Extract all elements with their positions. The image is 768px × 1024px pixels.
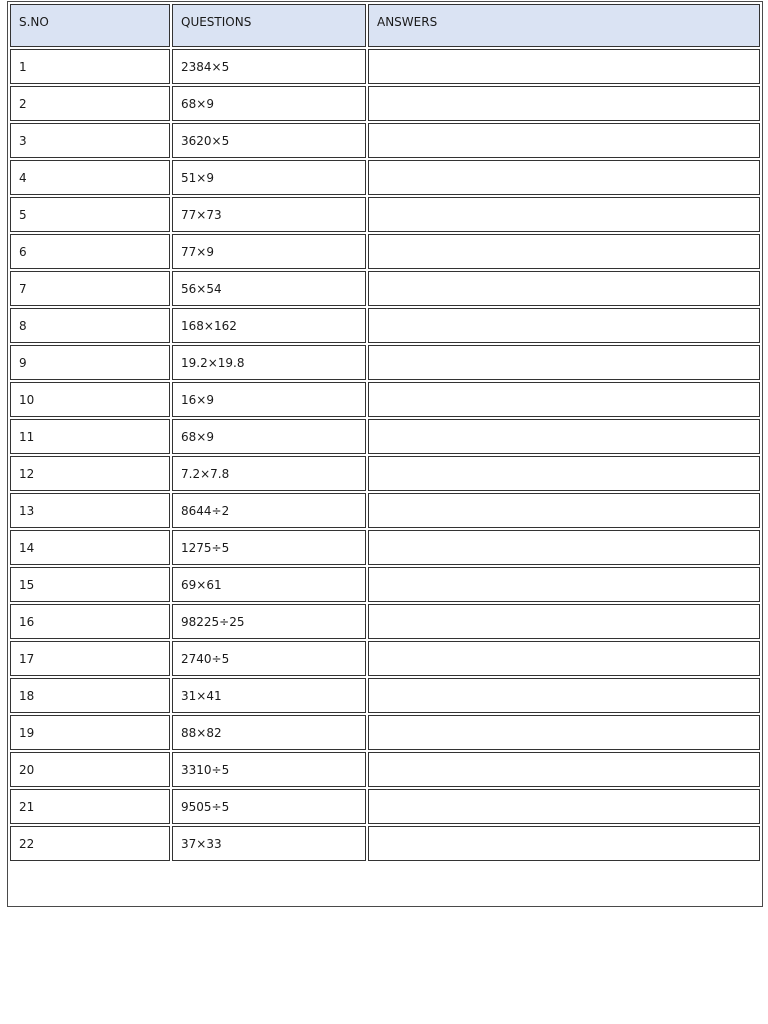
row-sno: 1 [10,49,170,84]
row-answer-cell[interactable] [368,567,760,602]
row-sno: 17 [10,641,170,676]
table-row [10,567,760,602]
row-sno: 7 [10,271,170,306]
row-question: 19.2×19.8 [172,345,366,380]
table-row [10,456,760,491]
questions-table [8,2,762,863]
row-question: 98225÷25 [172,604,366,639]
row-question: 1275÷5 [172,530,366,565]
row-answer-cell[interactable] [368,197,760,232]
row-sno: 9 [10,345,170,380]
table-row [10,234,760,269]
table-row [10,197,760,232]
row-question: 51×9 [172,160,366,195]
row-question: 8644÷2 [172,493,366,528]
row-answer-cell[interactable] [368,678,760,713]
row-question: 88×82 [172,715,366,750]
row-sno: 8 [10,308,170,343]
worksheet [7,1,763,907]
row-answer-cell[interactable] [368,752,760,787]
row-sno: 19 [10,715,170,750]
row-answer-cell[interactable] [368,345,760,380]
row-sno: 11 [10,419,170,454]
table-row [10,49,760,84]
row-sno: 15 [10,567,170,602]
table-row [10,530,760,565]
table-row [10,382,760,417]
row-question: 3620×5 [172,123,366,158]
row-question: 77×9 [172,234,366,269]
row-sno: 5 [10,197,170,232]
row-answer-cell[interactable] [368,789,760,824]
row-question: 56×54 [172,271,366,306]
row-sno: 21 [10,789,170,824]
row-answer-cell[interactable] [368,826,760,861]
row-sno: 22 [10,826,170,861]
table-row [10,308,760,343]
header-row [10,4,760,47]
table-row [10,160,760,195]
row-answer-cell[interactable] [368,234,760,269]
row-answer-cell[interactable] [368,493,760,528]
row-question: 77×73 [172,197,366,232]
row-sno: 14 [10,530,170,565]
header-sno: S.NO [10,4,170,47]
row-question: 69×61 [172,567,366,602]
table-row [10,826,760,861]
row-answer-cell[interactable] [368,715,760,750]
row-sno: 4 [10,160,170,195]
row-question: 2384×5 [172,49,366,84]
row-answer-cell[interactable] [368,271,760,306]
row-sno: 18 [10,678,170,713]
table-row [10,419,760,454]
row-answer-cell[interactable] [368,86,760,121]
table-row [10,715,760,750]
row-question: 16×9 [172,382,366,417]
table-row [10,678,760,713]
row-question: 9505÷5 [172,789,366,824]
row-answer-cell[interactable] [368,49,760,84]
table-row [10,641,760,676]
row-sno: 2 [10,86,170,121]
row-question: 68×9 [172,86,366,121]
row-question: 168×162 [172,308,366,343]
header-answers: ANSWERS [368,4,760,47]
table-row [10,271,760,306]
row-question: 37×33 [172,826,366,861]
row-sno: 3 [10,123,170,158]
row-question: 31×41 [172,678,366,713]
table-row [10,86,760,121]
row-answer-cell[interactable] [368,530,760,565]
row-sno: 16 [10,604,170,639]
row-answer-cell[interactable] [368,382,760,417]
row-answer-cell[interactable] [368,123,760,158]
row-answer-cell[interactable] [368,160,760,195]
header-questions: QUESTIONS [172,4,366,47]
row-sno: 20 [10,752,170,787]
table-row [10,604,760,639]
row-sno: 6 [10,234,170,269]
table-body [10,49,760,861]
row-answer-cell[interactable] [368,419,760,454]
table-row [10,789,760,824]
row-answer-cell[interactable] [368,641,760,676]
row-sno: 10 [10,382,170,417]
table-row [10,123,760,158]
row-sno: 12 [10,456,170,491]
row-answer-cell[interactable] [368,604,760,639]
row-answer-cell[interactable] [368,308,760,343]
row-sno: 13 [10,493,170,528]
row-question: 3310÷5 [172,752,366,787]
table-row [10,345,760,380]
row-question: 68×9 [172,419,366,454]
table-row [10,493,760,528]
row-answer-cell[interactable] [368,456,760,491]
table-row [10,752,760,787]
row-question: 7.2×7.8 [172,456,366,491]
row-question: 2740÷5 [172,641,366,676]
